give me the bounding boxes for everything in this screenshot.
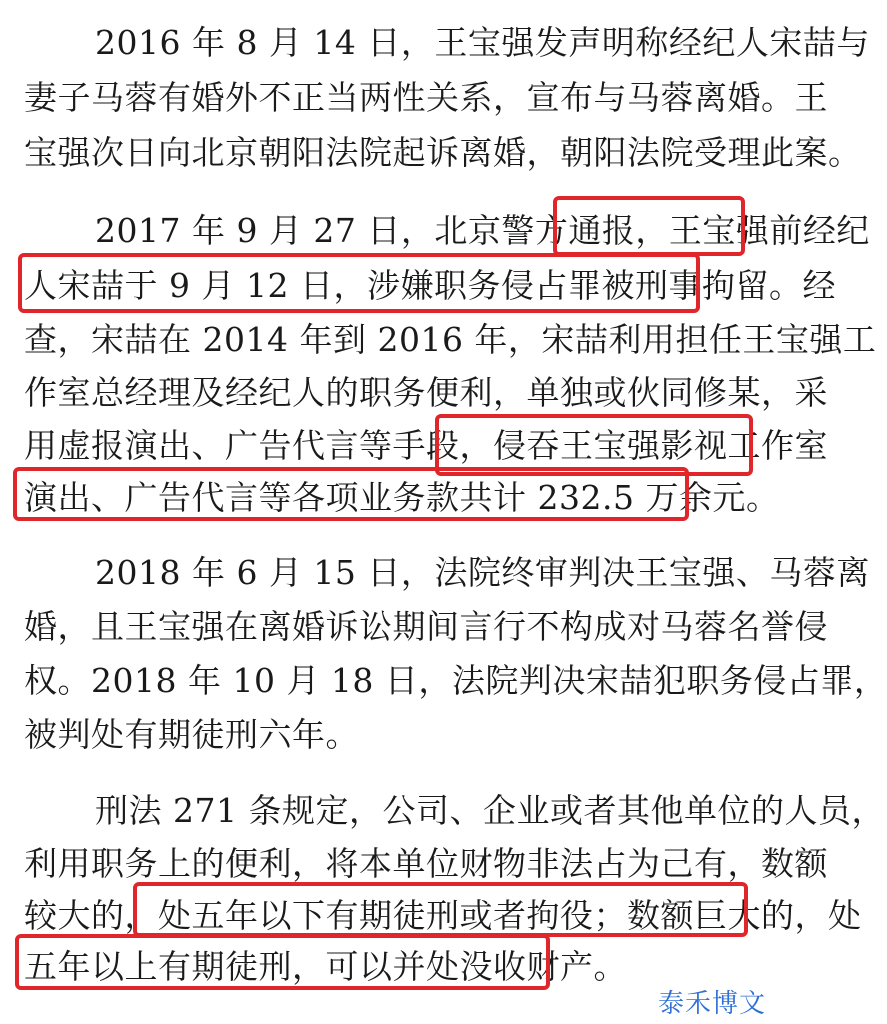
text-line: 2017 年 9 月 27 日，北京警方通报，王宝强前经纪 [95,211,870,250]
text-line: 五年以上有期徒刑，可以并处没收财产。 [24,947,627,986]
text-line: 婚，且王宝强在离婚诉讼期间言行不构成对马蓉名誉侵 [24,607,828,646]
text-line: 较大的，处五年以下有期徒刑或者拘役；数额巨大的，处 [24,896,862,935]
text-line: 用虚报演出、广告代言等手段，侵吞王宝强影视工作室 [24,426,828,465]
text-line: 权。2018 年 10 月 18 日，法院判决宋喆犯职务侵占罪， [24,661,887,700]
text-line: 利用职务上的便利，将本单位财物非法占为己有，数额 [24,844,828,883]
text-line: 查，宋喆在 2014 年到 2016 年，宋喆利用担任王宝强工 [24,320,877,359]
text-line: 宝强次日向北京朝阳法院起诉离婚，朝阳法院受理此案。 [24,133,862,172]
watermark: 泰禾博文 [657,989,766,1019]
text-line: 被判处有期徒刑六年。 [24,715,359,754]
text-line: 2016 年 8 月 14 日，王宝强发声明称经纪人宋喆与 [95,23,870,62]
text-line: 作室总经理及经纪人的职务便利，单独或伙同修某，采 [24,373,828,412]
text-line: 人宋喆于 9 月 12 日，涉嫌职务侵占罪被刑事拘留。经 [24,266,836,305]
text-line: 2018 年 6 月 15 日，法院终审判决王宝强、马蓉离 [95,553,870,592]
text-line: 刑法 271 条规定，公司、企业或者其他单位的人员， [95,791,885,830]
text-line: 妻子马蓉有婚外不正当两性关系，宣布与马蓉离婚。王 [24,78,828,117]
text-line: 演出、广告代言等各项业务款共计 232.5 万余元。 [24,478,780,517]
